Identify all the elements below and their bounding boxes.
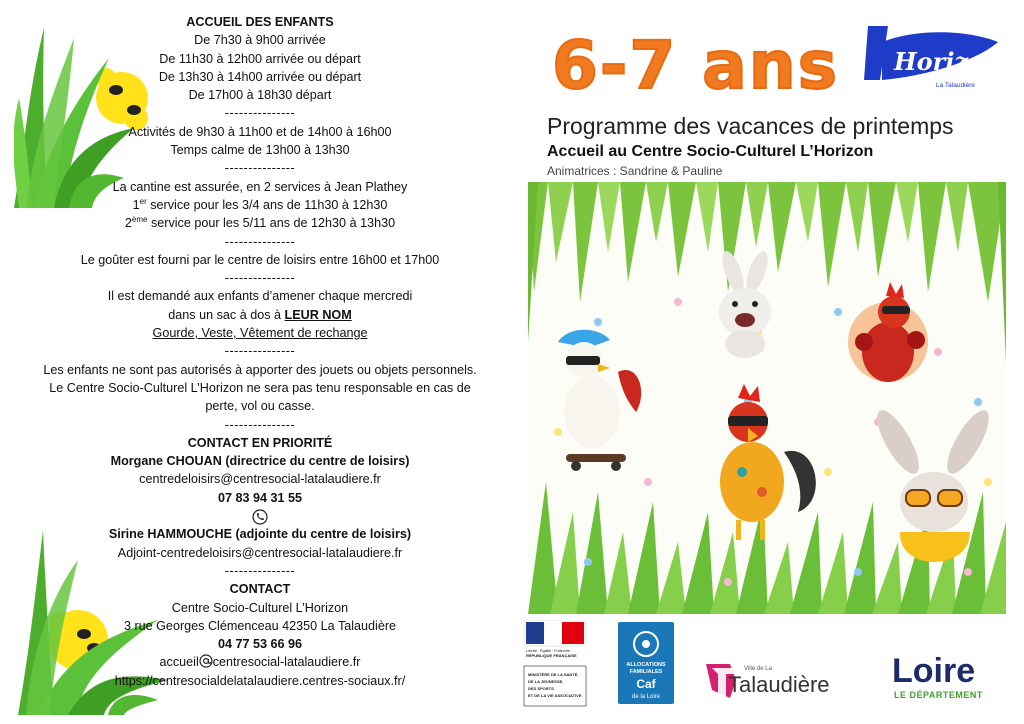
mercredi-items-line: Gourde, Veste, Vêtement de rechange	[152, 326, 368, 341]
svg-text:ET DE LA VIE ASSOCIATIVE: ET DE LA VIE ASSOCIATIVE	[528, 693, 582, 698]
horaire-line: De 11h30 à 12h00 arrivée ou départ	[159, 51, 361, 66]
bunny-icon	[718, 249, 772, 358]
separator: ---------------	[224, 161, 296, 176]
rooster-icon	[558, 330, 641, 471]
svg-text:Loire: Loire	[892, 652, 976, 690]
svg-text:ALLOCATIONS: ALLOCATIONS	[626, 662, 666, 668]
svg-text:FAMILIALES: FAMILIALES	[629, 669, 663, 675]
temps-calme-line: Temps calme de 13h00 à 13h30	[170, 143, 350, 158]
jouets-line: Le Centre Socio-Culturel L’Horizon ne sera pas tenu responsable en cas de	[49, 380, 471, 395]
svg-text:Talaudière: Talaudière	[728, 672, 830, 697]
programme-title: Programme des vacances de printemps	[547, 113, 954, 139]
svg-text:La Talaudière: La Talaudière	[936, 82, 975, 89]
separator: ---------------	[224, 417, 296, 432]
svg-text:de la Loire: de la Loire	[631, 694, 661, 700]
service2-line: 2ème service pour les 5/11 ans de 12h30 à 13h30	[124, 215, 396, 231]
contact2-name: Sirine HAMMOUCHE (adjointe du centre de loisirs)	[108, 527, 412, 542]
contact2-email[interactable]: Adjoint-centredeloisirs@centresocial-latalaudiere.fr	[117, 545, 403, 560]
talaudiere-logo	[706, 664, 830, 698]
animatrices-line: Animatrices : Sandrine & Pauline	[547, 164, 723, 178]
age-title: 6-7 ans	[552, 27, 840, 104]
svg-text:DES SPORTS: DES SPORTS	[528, 686, 554, 691]
republique-francaise-logo	[524, 620, 586, 706]
centre-name: Centre Socio-Culturel L’Horizon	[171, 600, 349, 615]
svg-text:MINISTÈRE DE LA SANTÉ,: MINISTÈRE DE LA SANTÉ,	[528, 672, 579, 677]
mercredi-line: dans un sac à dos à LEUR NOM	[168, 307, 352, 322]
svg-text:Ville de La: Ville de La	[744, 666, 772, 672]
contact-priorite-title: CONTACT EN PRIORITÉ	[187, 435, 333, 450]
separator: ---------------	[224, 234, 296, 249]
caf-logo	[618, 622, 674, 704]
separator: ---------------	[224, 106, 296, 121]
phone-icon-row	[20, 507, 500, 525]
mercredi-line: Il est demandé aux enfants d’amener chaque mercredi	[107, 289, 413, 304]
spring-animals-illustration	[528, 182, 1006, 614]
separator: ---------------	[224, 344, 296, 359]
right-column	[512, 0, 1024, 724]
gouter-line: Le goûter est fourni par le centre de loisirs entre 16h00 et 17h00	[80, 252, 440, 267]
svg-text:DE LA JEUNESSE,: DE LA JEUNESSE,	[528, 679, 564, 684]
at-sign-icon	[199, 654, 213, 668]
contact1-phone[interactable]: 07 83 94 31 55	[217, 490, 303, 505]
jouets-line: perte, vol ou casse.	[205, 399, 315, 414]
svg-text:Horizon: Horizon	[894, 47, 1002, 76]
contact-title: CONTACT	[229, 582, 291, 597]
separator: ---------------	[224, 563, 296, 578]
svg-text:Centre Socio-Culturel: Centre Socio-Culturel	[920, 41, 983, 48]
svg-text:RÉPUBLIQUE FRANÇAISE: RÉPUBLIQUE FRANÇAISE	[526, 653, 577, 658]
contact1-email[interactable]: centredeloisirs@centresocial-latalaudiere.fr	[139, 472, 381, 487]
svg-text:LE DÉPARTEMENT: LE DÉPARTEMENT	[894, 690, 983, 700]
rooster-icon	[848, 282, 928, 382]
activites-line: Activités de 9h30 à 11h00 et de 14h00 à 16h00	[128, 124, 392, 139]
contact1-name: Morgane CHOUAN (directrice du centre de loisirs)	[110, 454, 410, 469]
jouets-line: Les enfants ne sont pas autorisés à apporter des jouets ou objets personnels.	[43, 362, 477, 377]
centre-website[interactable]: https://centresocialdelatalaudiere.centres-sociaux.fr/	[114, 673, 406, 688]
centre-email[interactable]: accueil centresocial-latalaudiere.fr	[159, 655, 361, 670]
horaire-line: De 7h30 à 9h00 arrivée	[194, 33, 326, 48]
service1-line: 1er service pour les 3/4 ans de 11h30 à 12h30	[132, 196, 388, 212]
horaire-line: De 17h00 à 18h30 départ	[188, 88, 332, 103]
cantine-line: La cantine est assurée, en 2 services à Jean Plathey	[112, 179, 408, 194]
horizon-logo	[858, 20, 1004, 92]
loire-departement-logo	[892, 652, 983, 700]
svg-text:Caf: Caf	[636, 677, 656, 691]
accueil-subtitle: Accueil au Centre Socio-Culturel L’Horizon	[547, 143, 874, 160]
rooster-icon	[720, 384, 816, 540]
separator: ---------------	[224, 271, 296, 286]
horaire-line: De 13h30 à 14h00 arrivée ou départ	[158, 69, 362, 84]
phone-icon	[252, 509, 268, 525]
svg-text:Liberté · Égalité · Fraternité: Liberté · Égalité · Fraternité	[526, 649, 570, 653]
info-text-block	[20, 13, 500, 690]
accueil-title: ACCUEIL DES ENFANTS	[186, 15, 334, 29]
centre-address: 3 rue Georges Clémenceau 42350 La Talaudière	[123, 618, 397, 633]
centre-phone[interactable]: 04 77 53 66 96	[217, 637, 303, 652]
partner-logos	[512, 620, 1024, 724]
